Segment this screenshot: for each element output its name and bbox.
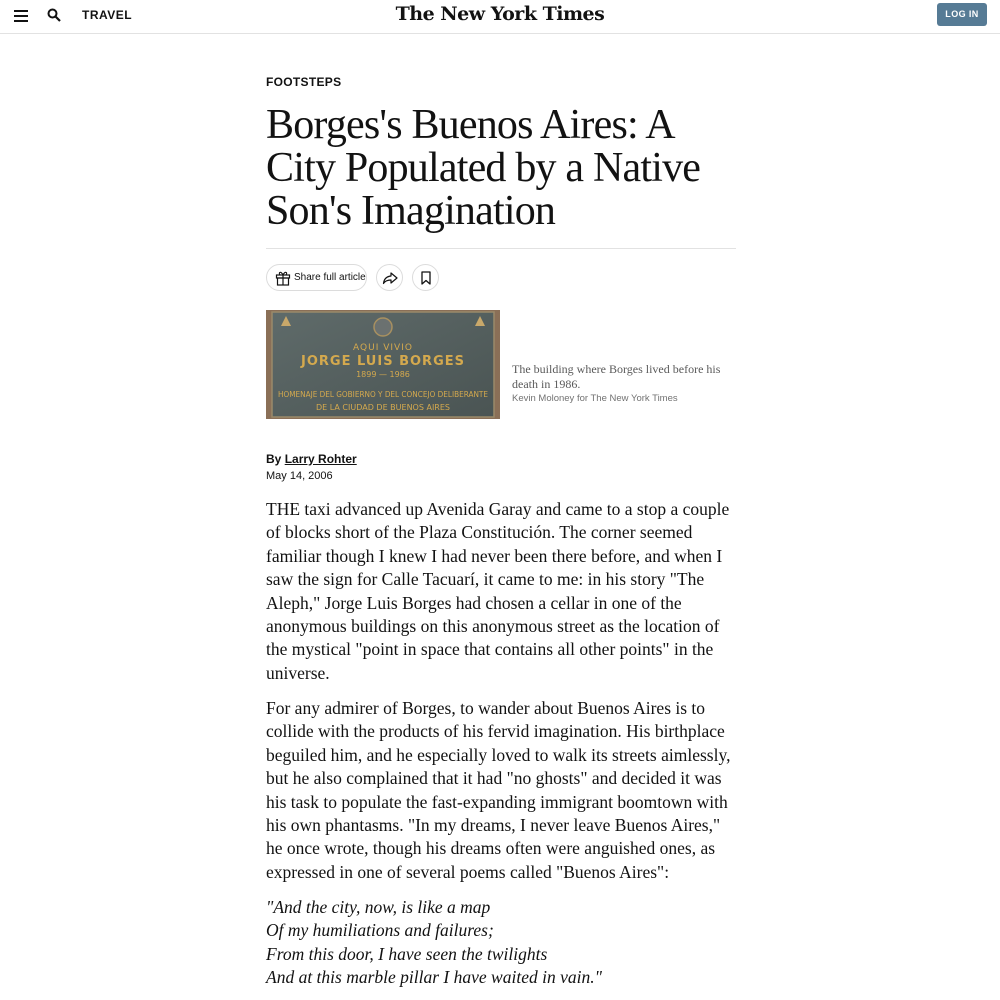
plaque-line-4: HOMENAJE DEL GOBIERNO Y DEL CONCEJO DELIBERANTE [278, 390, 489, 399]
nyt-logo[interactable]: The New York Times [395, 3, 605, 25]
share-full-article-label: Share full article [294, 272, 366, 283]
section-link-travel[interactable]: TRAVEL [82, 8, 133, 22]
share-arrow-icon [382, 270, 398, 286]
poem-line: And at this marble pillar I have waited in vain." [266, 967, 602, 988]
share-button[interactable] [376, 264, 403, 291]
bookmark-icon [418, 270, 434, 286]
plaque-line-3: 1899 — 1986 [356, 370, 410, 379]
byline-prefix: By [266, 452, 282, 466]
author-link[interactable]: Larry Rohter [284, 452, 357, 466]
save-button[interactable] [412, 264, 439, 291]
article-paragraph: For any admirer of Borges, to wander about Buenos Aires is to collide with the products of his fervid imagination. His birthplace beguiled him, and he especially loved to walk its streets aimlessly, but he also complained that it had "no ghosts" and decided it was his task to populate the fast-expanding immigrant boomtown with his own phantasms. "In my dreams, I never leave Buenos Aires," he once wrote, though his dreams often were anguished ones, as expressed in one of several poems called "Buenos Aires": [266, 698, 731, 882]
article-photo-plaque[interactable] [266, 310, 500, 419]
poem-line: "And the city, now, is like a map [266, 897, 491, 917]
poem-quote [266, 896, 734, 990]
byline [266, 452, 357, 466]
share-full-article-button[interactable] [266, 264, 367, 291]
plaque-line-1: AQUI VIVIO [353, 343, 413, 353]
gift-icon [275, 270, 291, 286]
poem-line: Of my humiliations and failures; [266, 920, 494, 941]
photo-credit: Kevin Moloney for The New York Times [512, 393, 678, 404]
top-nav-bar [0, 0, 1000, 34]
article-paragraph: THE taxi advanced up Avenida Garay and came to a stop a couple of blocks short of the Plaza Constitución. The corner seemed familiar though I knew I had never been there before, and when I saw the sign for Calle Tacuarí, it came to me: in his story "The Aleph," Jorge Luis Borges had chosen a cellar in one of the anonymous buildings on this anonymous street as the location of the mystical "point in space that contains all other points" in the universe. [266, 499, 730, 683]
log-in-button[interactable]: LOG IN [937, 3, 987, 26]
poem-line: From this door, I have seen the twilights [266, 943, 548, 964]
caption-text: The building where Borges lived before his death in 1986. [512, 362, 721, 391]
article-kicker[interactable]: FOOTSTEPS [266, 75, 342, 89]
plaque-line-2: JORGE LUIS BORGES [301, 354, 465, 369]
article-headline: Borges's Buenos Aires: A City Populated by a Native Son's Imagination [266, 102, 701, 234]
headline-divider [266, 248, 736, 249]
photo-caption [512, 362, 732, 406]
publish-date: May 14, 2006 [266, 470, 333, 482]
plaque-line-5: DE LA CIUDAD DE BUENOS AIRES [316, 403, 450, 412]
